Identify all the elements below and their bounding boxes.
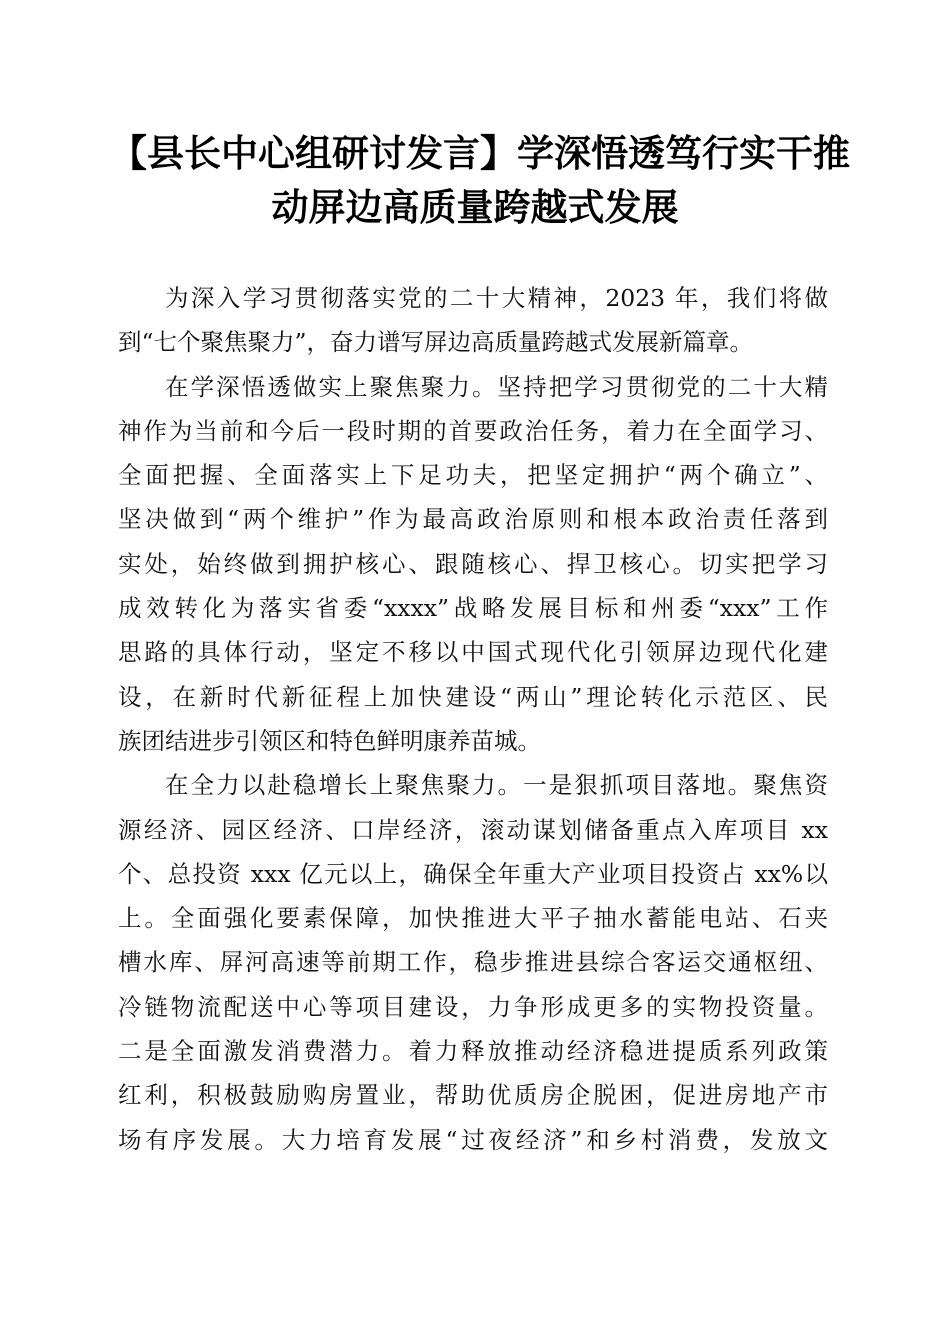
title-line: 【县长中心组研讨发言】学深悟透笃行实干推 <box>110 131 850 175</box>
document-body <box>118 276 828 1162</box>
text-line: 成效转化为落实省委“xxxx”战略发展目标和州委“xxx”工作 <box>118 594 828 623</box>
paragraph-intro <box>118 276 828 365</box>
text-line: 为深入学习贯彻落实党的二十大精神，2023 年，我们将做 <box>165 284 828 312</box>
text-line: 在学深悟透做实上聚焦聚力。坚持把学习贯彻党的二十大精 <box>165 372 828 401</box>
text-line: 到“七个聚焦聚力”，奋力谱写屏边高质量跨越式发展新篇章。 <box>118 328 754 357</box>
paragraph-study <box>118 365 828 764</box>
text-line: 槽水库、屏河高速等前期工作，稳步推进县综合客运交通枢纽、 <box>118 948 828 977</box>
text-line: 思路的具体行动，坚定不移以中国式现代化引领屏边现代化建 <box>118 638 828 667</box>
text-line: 族团结进步引领区和特色鲜明康养苗城。 <box>118 726 541 755</box>
text-line: 神作为当前和今后一段时期的首要政治任务，着力在全面学习、 <box>118 416 828 445</box>
document-title <box>110 126 850 234</box>
paragraph-growth <box>118 763 828 1162</box>
text-line: 设，在新时代新征程上加快建设“两山”理论转化示范区、民 <box>118 682 828 711</box>
text-line: 二是全面激发消费潜力。着力释放推动经济稳进提质系列政策 <box>118 1037 828 1066</box>
title-line: 动屏边高质量跨越式发展 <box>271 185 679 229</box>
text-line: 冷链物流配送中心等项目建设，力争形成更多的实物投资量。 <box>118 992 828 1021</box>
text-line: 红利，积极鼓励购房置业，帮助优质房企脱困，促进房地产市 <box>118 1081 828 1110</box>
text-line: 实处，始终做到拥护核心、跟随核心、捍卫核心。切实把学习 <box>118 549 828 578</box>
text-line: 源经济、园区经济、口岸经济，滚动谋划储备重点入库项目 xx <box>118 815 828 844</box>
text-line: 在全力以赴稳增长上聚焦聚力。一是狠抓项目落地。聚焦资 <box>165 771 828 800</box>
text-line: 上。全面强化要素保障，加快推进大平子抽水蓄能电站、石夹 <box>118 904 828 933</box>
text-line: 全面把握、全面落实上下足功夫，把坚定拥护“两个确立”、 <box>118 461 828 490</box>
text-line: 场有序发展。大力培育发展“过夜经济”和乡村消费，发放文 <box>118 1125 828 1154</box>
text-line: 坚决做到“两个维护”作为最高政治原则和根本政治责任落到 <box>118 505 828 534</box>
text-line: 个、总投资 xxx 亿元以上，确保全年重大产业项目投资占 xx%以 <box>118 859 828 888</box>
